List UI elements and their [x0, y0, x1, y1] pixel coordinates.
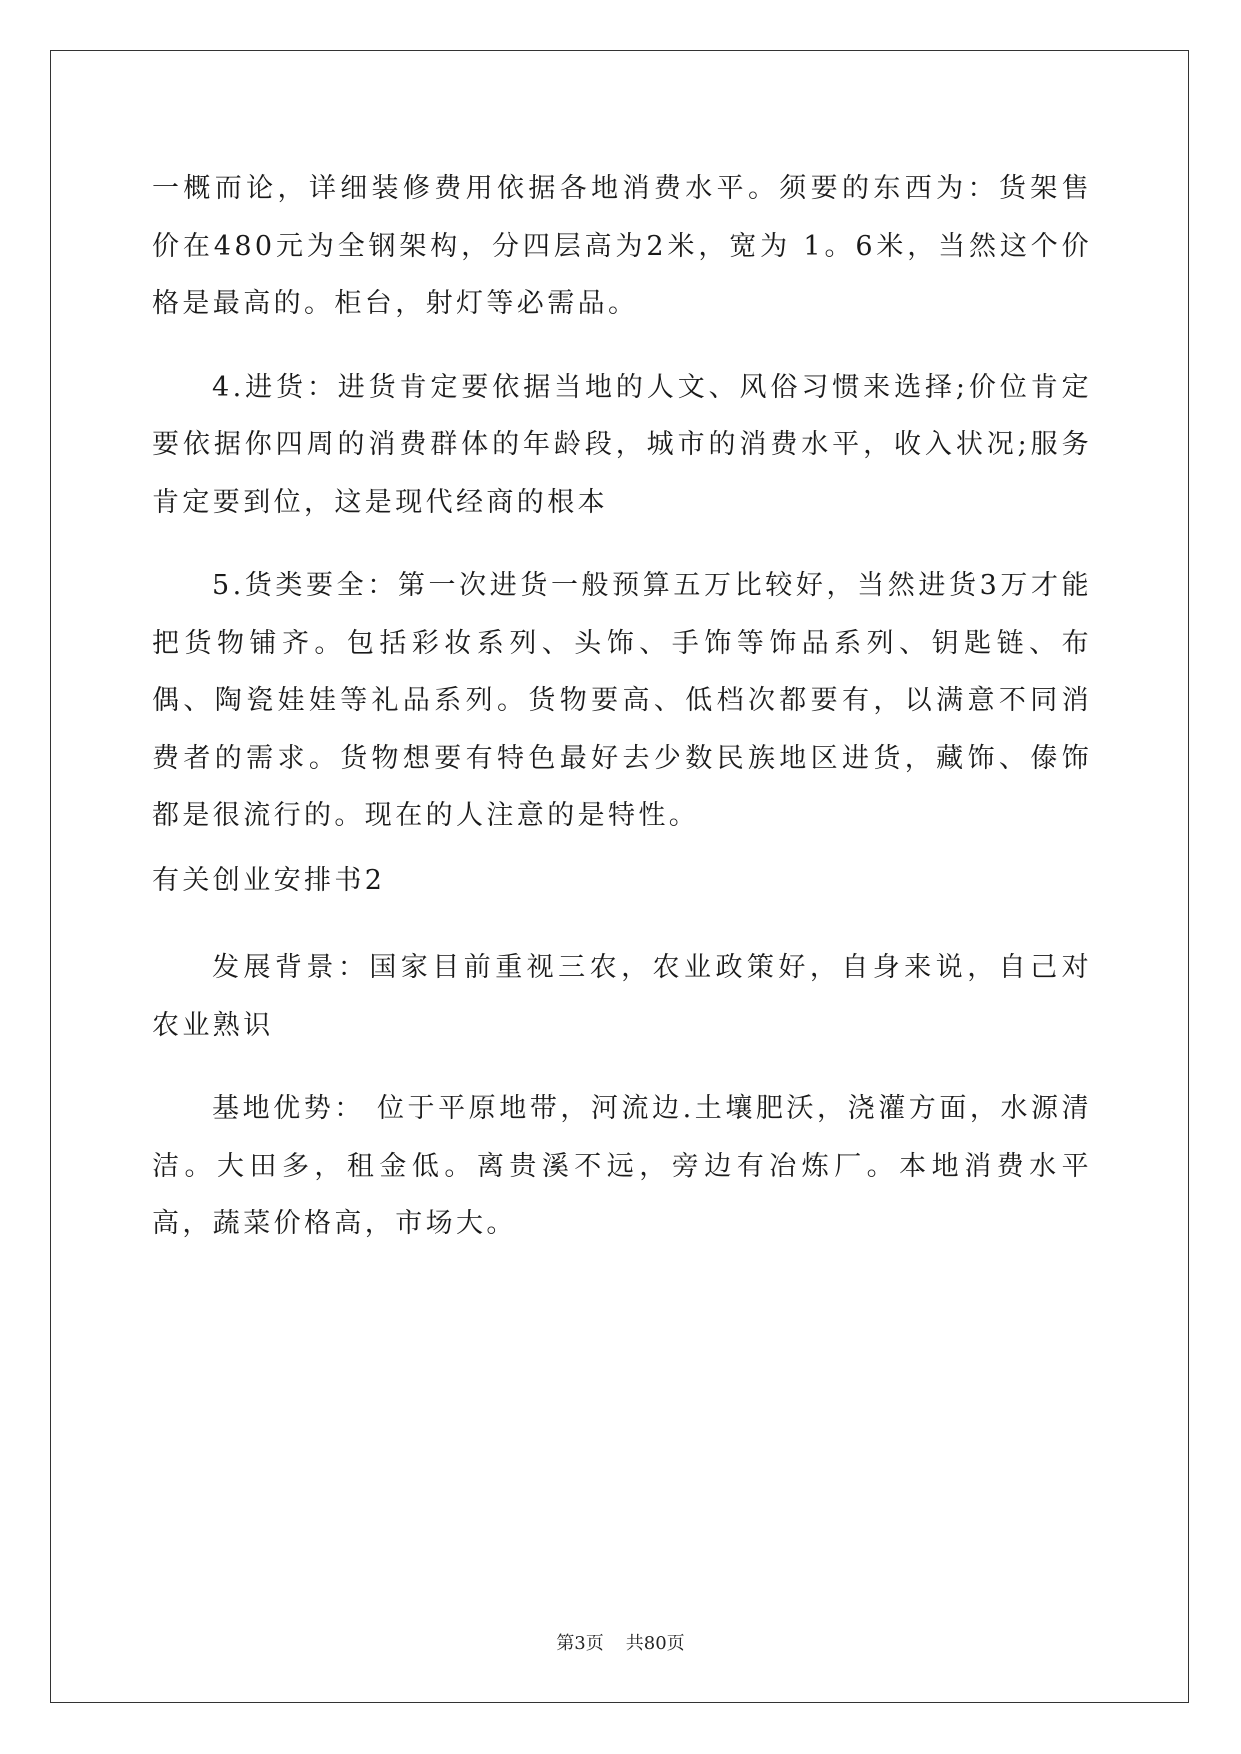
paragraph-5: 基地优势： 位于平原地带，河流边.土壤肥沃，浇灌方面，水源清洁。大田多，租金低。离贵溪不远，旁边有冶炼厂。本地消费水平高，蔬菜价格高，市场大。 [152, 1093, 1092, 1239]
paragraph-3: 5.货类要全：第一次进货一般预算五万比较好，当然进货3万才能把货物铺齐。包括彩妆系列、头饰、手饰等饰品系列、钥匙链、布偶、陶瓷娃娃等礼品系列。货物要高、低档次都要有，以满意不同消费者的需求。货物想要有特色最好去少数民族地区进货，藏饰、傣饰都是很流行的。现在的人注意的是特性。 [152, 570, 1093, 831]
section-heading: 有关创业安排书2 [152, 864, 386, 896]
page-footer [0, 1632, 1241, 1656]
page-total: 共80页 [625, 1633, 685, 1654]
page-number: 第3页 [556, 1633, 604, 1654]
paragraph-1: 一概而论，详细装修费用依据各地消费水平。须要的东西为：货架售价在480元为全钢架构，分四层高为2米，宽为 1。6米，当然这个价格是最高的。柜台，射灯等必需品。 [152, 173, 1092, 319]
paragraph-4: 发展背景：国家目前重视三农，农业政策好，自身来说，自己对农业熟识 [152, 952, 1092, 1041]
document-body [152, 160, 1092, 1253]
paragraph-2: 4.进货：进货肯定要依据当地的人文、风俗习惯来选择;价位肯定要依据你四周的消费群体的年龄段，城市的消费水平，收入状况;服务肯定要到位，这是现代经商的根本 [152, 371, 1092, 518]
